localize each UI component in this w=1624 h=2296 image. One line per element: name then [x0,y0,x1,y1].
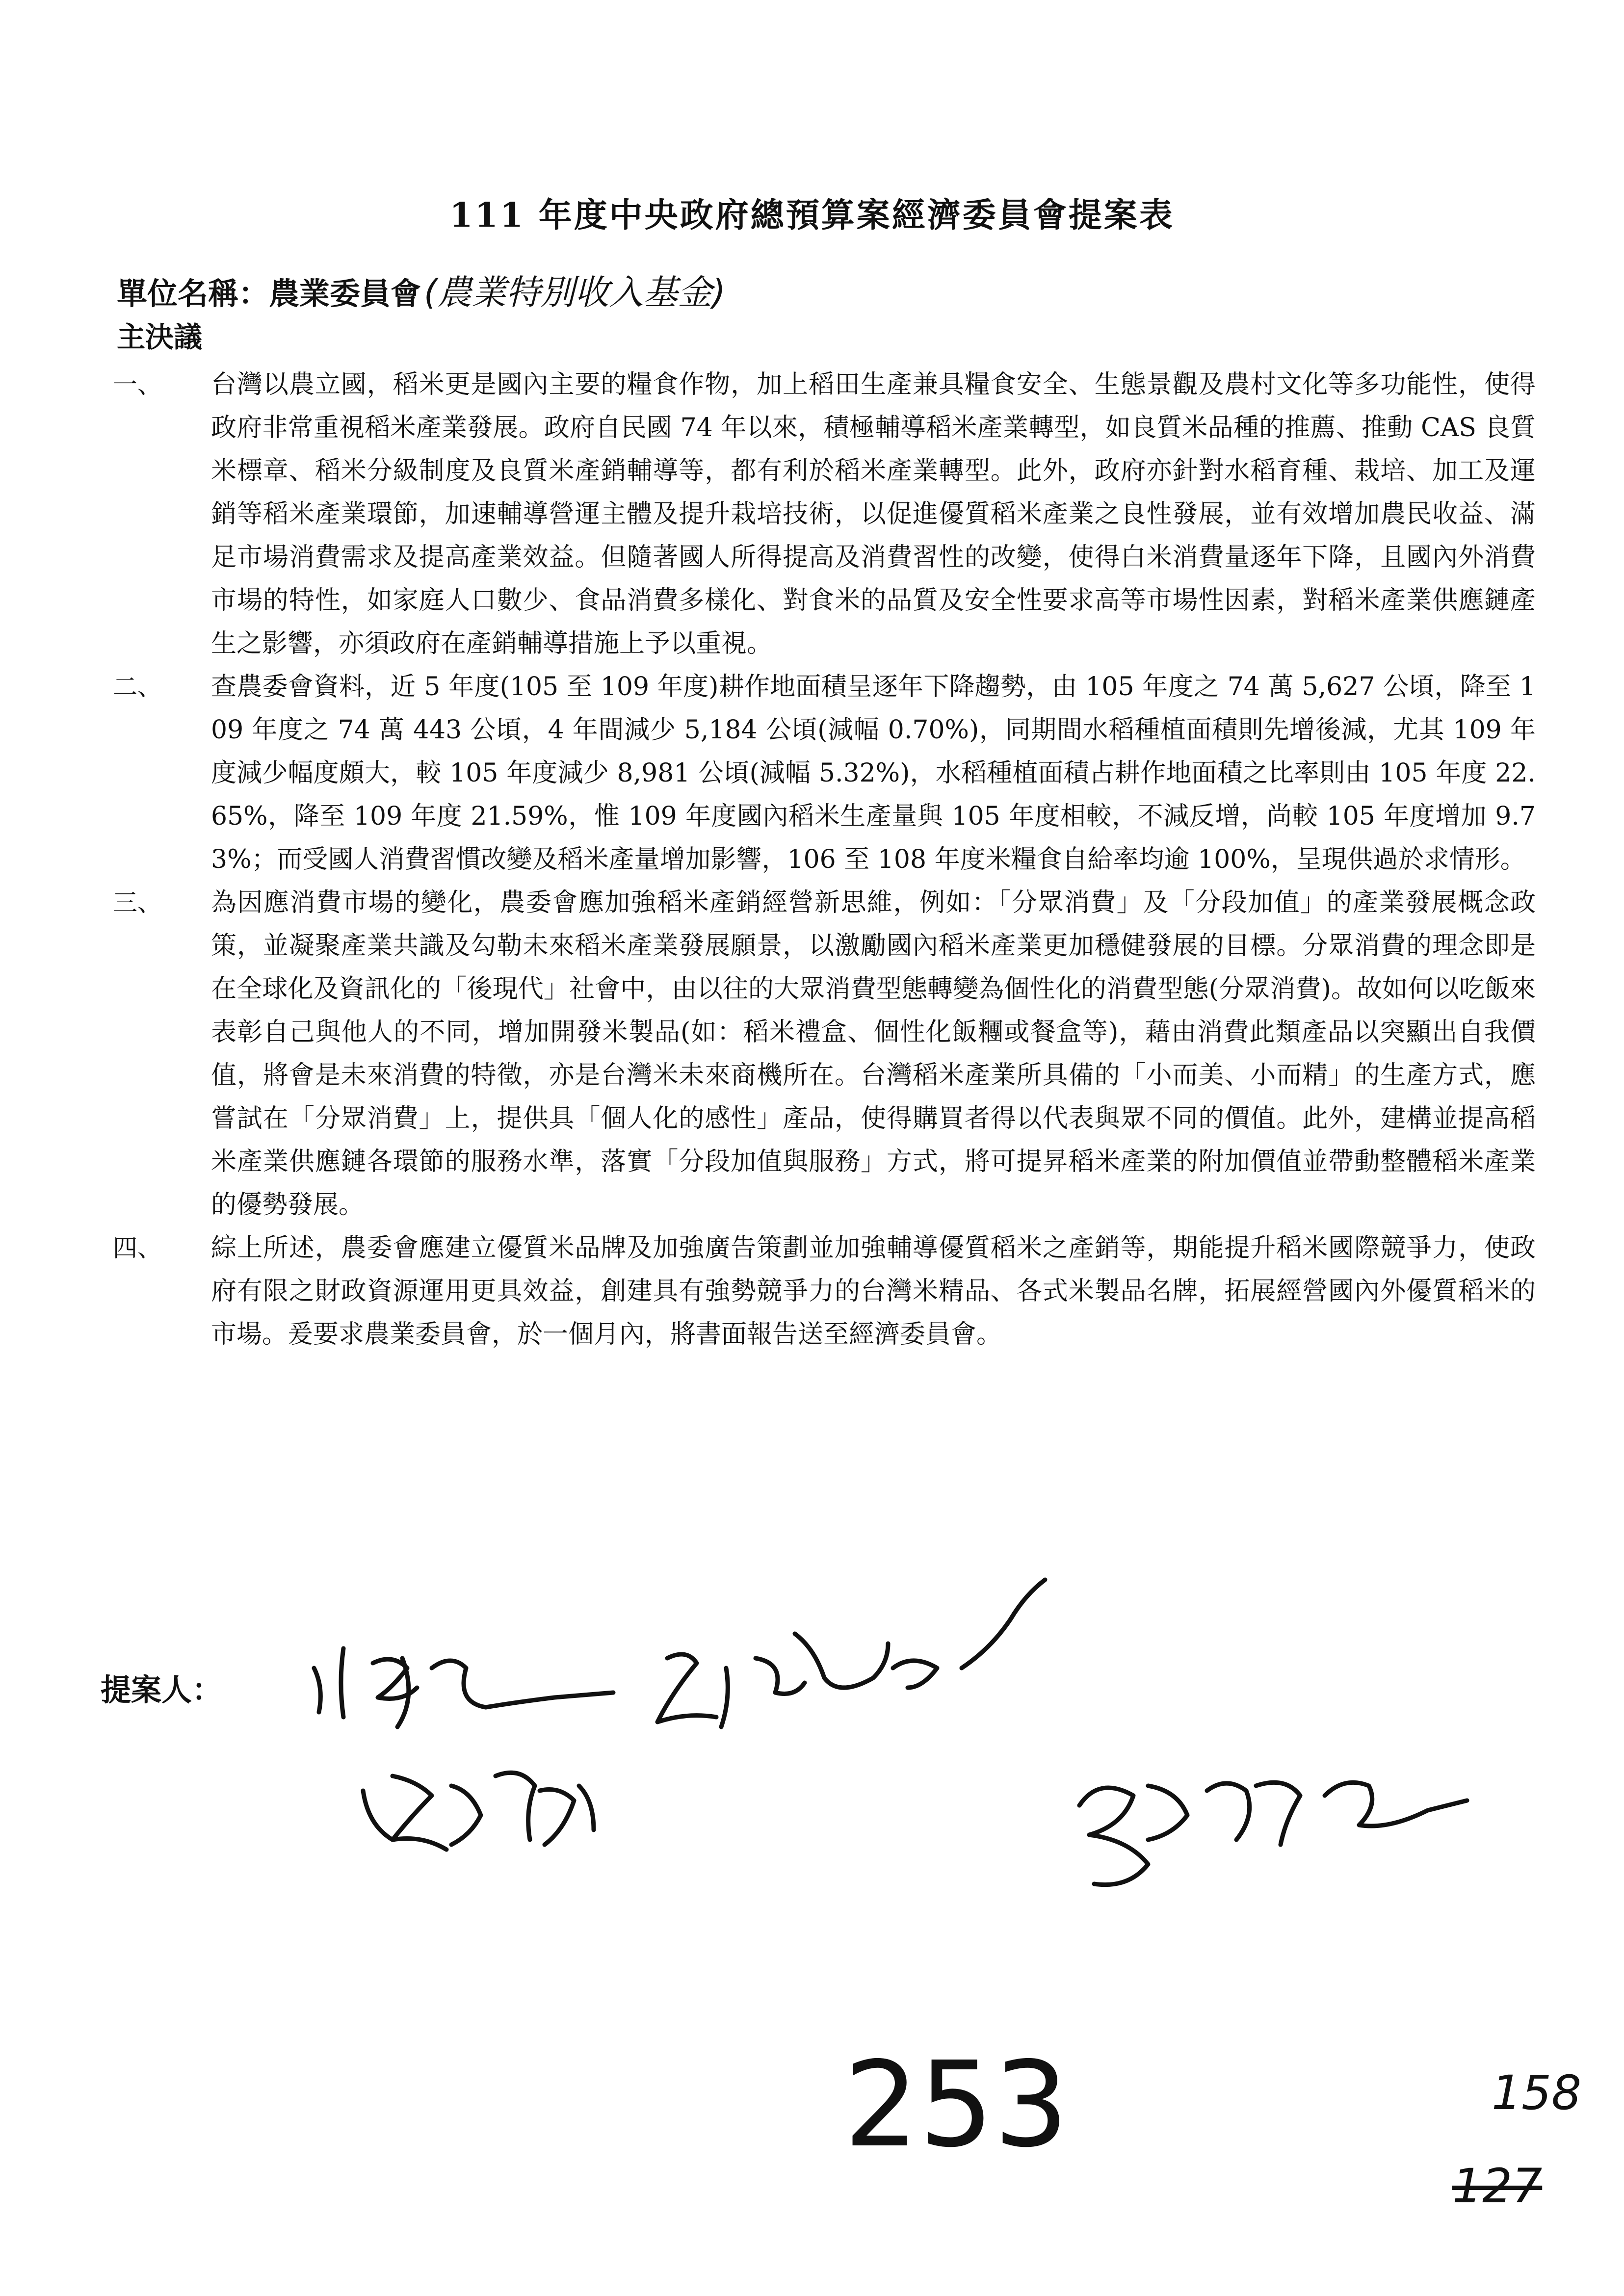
signature-stroke [657,1580,1045,1727]
item-number: 四、 [113,1234,162,1262]
signature-stroke [1079,1782,1467,1884]
item-text: 台灣以農立國，稻米更是國內主要的糧食作物，加上稻田生產兼具糧食安全、生態景觀及農村文化等多功能性，使得政府非常重視稻米產業發展。政府自民國 74 年以來，積極輔導稻米產業轉型，如良質米品種的推薦、推動 CAS 良質米標章、稻米分級制度及良質米產銷輔導等，都有利於稻米產業轉型。此外，政府亦針對水稻育種、栽培、加工及運銷等稻米產業環節，加速輔導營運主體及提升栽培技術，以促進優質稻米產業之良性發展，並有效增加農民收益、滿足市場消費需求及提高產業效益。但隨著國人所得提高及消費習性的改變，使得白米消費量逐年下降，且國內外消費市場的特性，如家庭人口數少、食品消費多樣化、對食米的品質及安全性要求高等市場性因素，對稻米產業供應鏈產生之影響，亦須政府在產銷輔導措施上予以重視。 [211,370,1536,658]
item-number: 二、 [113,673,162,701]
item-text: 綜上所述，農委會應建立優質米品牌及加強廣告策劃並加強輔導優質稻米之產銷等，期能提升稻米國際競爭力，使政府有限之財政資源運用更具效益，創建具有強勢競爭力的台灣米精品、各式米製品名牌，拓展經營國內外優質稻米的市場。爰要求農業委員會，於一個月內，將書面報告送至經濟委員會。 [211,1233,1536,1349]
signature-stroke [363,1773,594,1850]
item-text: 查農委會資料，近 5 年度(105 至 109 年度)耕作地面積呈逐年下降趨勢，由 105 年度之 74 萬 5,627 公頃，降至 109 年度之 74 萬 443 公頃，4 年間減少 5,184 公頃(減幅 0.70%)，同期間水稻種植面積則先增後減，尤其 109 年度減少幅度頗大，較 105 年度減少 8,981 公頃(減幅 5.32%)，水稻種植面積占耕作地面積之比率則由 105 年度 22.65%，降至 109 年度 21.59%，惟 109 年度國內稻米生產量與 105 年度相較，不減反增，尚較 105 年度增加 9.73%；而受國人消費習慣改變及稻米產量增加影響，106 至 108 年度米糧食自給率均逾 100%，呈現供過於求情形。 [211,672,1536,874]
item-text: 為因應消費市場的變化，農委會應加強稻米產銷經營新思維，例如：「分眾消費」及「分段加值」的產業發展概念政策，並凝聚產業共識及勾勒未來稻米產業發展願景，以激勵國內稻米產業更加穩健發展的目標。分眾消費的理念即是在全球化及資訊化的「後現代」社會中，由以往的大眾消費型態轉變為個性化的消費型態(分眾消費)。故如何以吃飯來表彰自己與他人的不同，增加開發米製品(如：稻米禮盒、個性化飯糰或餐盒等)，藉由消費此類產品以突顯出自我價值，將會是未來消費的特徵，亦是台灣米未來商機所在。台灣稻米產業所具備的「小而美、小而精」的生產方式，應嘗試在「分眾消費」上，提供具「個人化的感性」產品，使得購買者得以代表與眾不同的價值。此外，建構並提高稻米產業供應鏈各環節的服務水準，落實「分段加值與服務」方式，將可提昇稻米產業的附加價值並帶動整體稻米產業的優勢發展。 [211,888,1536,1220]
margin-number: 158 [1492,2065,1582,2120]
unit-handwritten-note: (農業特別收入基金) [424,272,726,313]
item-number: 三、 [113,888,162,917]
unit-label: 單位名稱： [117,276,269,312]
item-number: 一、 [113,370,162,399]
handwritten-page-number: 253 [844,2036,1069,2173]
proposer-label: 提案人： [101,1672,223,1708]
margin-number: 127 [1452,2159,1543,2214]
document-title: 111 年度中央政府總預算案經濟委員會提案表 [449,196,1175,235]
resolution-heading: 主決議 [117,320,203,354]
signature-stroke [314,1648,613,1727]
unit-name: 農業委員會 [269,276,421,312]
